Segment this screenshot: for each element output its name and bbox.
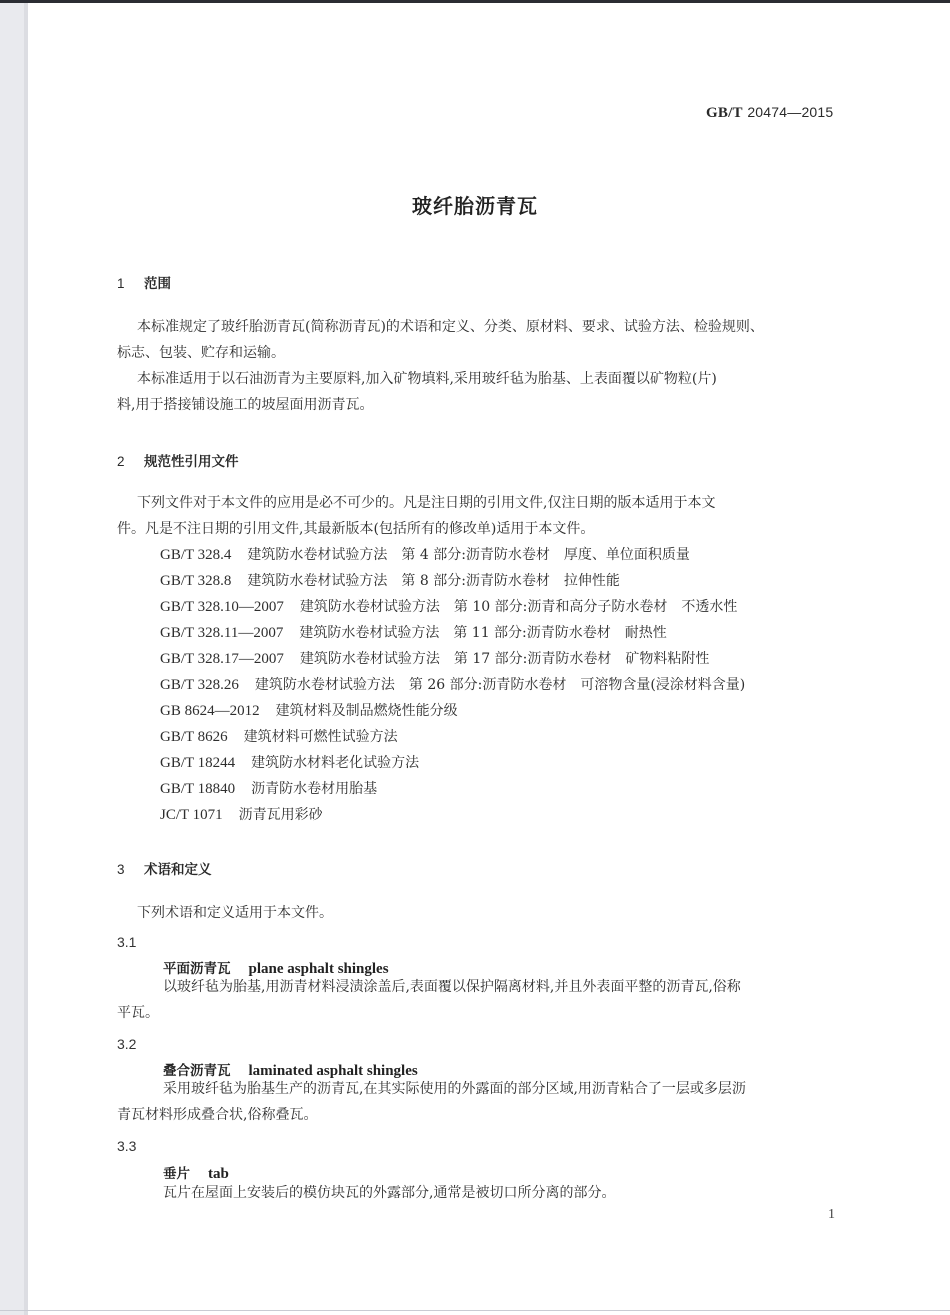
section-2-intro-line-1: 下列文件对于本文件的应用是必不可少的。凡是注日期的引用文件,仅注日期的版本适用于本文	[137, 495, 716, 511]
section-1-paragraph-2-line-1: 本标准适用于以石油沥青为主要原料,加入矿物填料,采用玻纤毡为胎基、上表面覆以矿物粒(片)	[137, 371, 717, 387]
reference-item: GB/T 328.11—2007 建筑防水卷材试验方法 第 11 部分:沥青防水卷材 耐热性	[160, 625, 667, 641]
page-number: 1	[828, 1207, 835, 1222]
reference-item: GB/T 18840 沥青防水卷材用胎基	[160, 781, 378, 797]
term-definition-line-2: 平瓦。	[117, 1005, 159, 1021]
section-1-heading: 1 范围	[117, 276, 171, 292]
reference-item: GB/T 328.10—2007 建筑防水卷材试验方法 第 10 部分:沥青和高分子防水卷材 不透水性	[160, 599, 738, 615]
term-title: 平面沥青瓦 plane asphalt shingles	[163, 961, 389, 977]
document-title: 玻纤胎沥青瓦	[412, 194, 538, 218]
section-3-intro: 下列术语和定义适用于本文件。	[137, 905, 333, 921]
standard-number	[706, 104, 833, 122]
term-title: 叠合沥青瓦 laminated asphalt shingles	[163, 1063, 418, 1079]
reference-item: GB/T 328.8 建筑防水卷材试验方法 第 8 部分:沥青防水卷材 拉伸性能	[160, 573, 620, 589]
reference-item: GB/T 328.4 建筑防水卷材试验方法 第 4 部分:沥青防水卷材 厚度、单位面积质量	[160, 547, 690, 563]
term-number: 3.1	[117, 934, 137, 950]
section-2-intro-line-2: 件。凡是不注日期的引用文件,其最新版本(包括所有的修改单)适用于本文件。	[117, 521, 595, 537]
reference-item: GB/T 328.17—2007 建筑防水卷材试验方法 第 17 部分:沥青防水卷材 矿物料粘附性	[160, 651, 710, 667]
standard-prefix: GB/T	[706, 105, 743, 121]
reference-item: GB/T 328.26 建筑防水卷材试验方法 第 26 部分:沥青防水卷材 可溶物含量(浸涂材料含量)	[160, 677, 746, 693]
term-number: 3.3	[117, 1138, 137, 1154]
term-definition-line-1: 采用玻纤毡为胎基生产的沥青瓦,在其实际使用的外露面的部分区域,用沥青粘合了一层或多层沥	[163, 1081, 746, 1097]
section-2-heading: 2 规范性引用文件	[117, 454, 239, 470]
reference-item: GB/T 18244 建筑防水材料老化试验方法	[160, 755, 420, 771]
scan-bottom-edge	[0, 1310, 950, 1311]
term-definition-line-1: 以玻纤毡为胎基,用沥青材料浸渍涂盖后,表面覆以保护隔离材料,并且外表面平整的沥青瓦,俗称	[163, 979, 741, 995]
term-definition-line-2: 青瓦材料形成叠合状,俗称叠瓦。	[117, 1107, 318, 1123]
term-definition-line-1: 瓦片在屋面上安装后的模仿块瓦的外露部分,通常是被切口所分离的部分。	[163, 1185, 616, 1201]
section-1-paragraph-1-line-2: 标志、包装、贮存和运输。	[117, 345, 285, 361]
reference-item: JC/T 1071 沥青瓦用彩砂	[160, 807, 323, 823]
reference-item: GB 8624—2012 建筑材料及制品燃烧性能分级	[160, 703, 458, 719]
section-3-heading: 3 术语和定义	[117, 862, 212, 878]
term-number: 3.2	[117, 1036, 137, 1052]
section-1-paragraph-2-line-2: 料,用于搭接铺设施工的坡屋面用沥青瓦。	[117, 397, 374, 413]
term-title: 垂片 tab	[163, 1166, 229, 1182]
reference-item: GB/T 8626 建筑材料可燃性试验方法	[160, 729, 398, 745]
section-1-paragraph-1-line-1: 本标准规定了玻纤胎沥青瓦(简称沥青瓦)的术语和定义、分类、原材料、要求、试验方法、检验规则、	[137, 319, 764, 335]
scan-top-edge	[0, 0, 950, 3]
standard-code: 20474—2015	[747, 104, 834, 120]
